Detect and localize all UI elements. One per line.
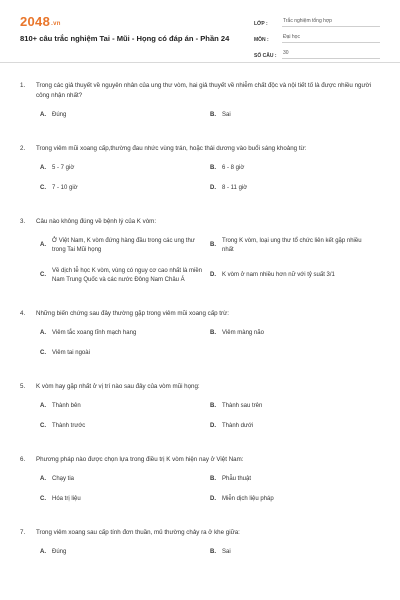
- meta-label: SỐ CÂU :: [254, 53, 277, 59]
- option-text: Hóa trị liệu: [52, 496, 81, 502]
- answer-option[interactable]: [40, 267, 210, 286]
- answer-option[interactable]: [210, 164, 380, 174]
- option-letter: C.: [40, 423, 46, 429]
- option-letter: A.: [40, 475, 46, 482]
- option-text: Ở Việt Nam, K vòm đứng hàng đầu trong các ung thư trong Tai Mũi họng: [52, 237, 195, 253]
- option-text: Viêm tắc xoang tĩnh mạch hang: [52, 329, 137, 336]
- question-body: Phương pháp nào được chọn lựa trong điều trị K vòm hiện nay ở Việt Nam:: [36, 455, 244, 463]
- answer-option[interactable]: [40, 349, 210, 359]
- question-item: [20, 455, 380, 516]
- answer-option[interactable]: [40, 548, 210, 558]
- answer-options: [20, 329, 380, 370]
- option-text: Về dịch tễ học K vòm, vùng có nguy cơ cao nhất là miền Nam Trung Quốc và các nước Đông Nam Châu Á: [52, 267, 203, 283]
- question-text: [20, 144, 380, 154]
- option-letter: A.: [40, 329, 46, 336]
- question-number: 5.: [20, 382, 26, 390]
- answer-option[interactable]: [40, 111, 210, 121]
- answer-option[interactable]: [210, 111, 380, 121]
- option-letter: D.: [210, 423, 216, 429]
- answer-option[interactable]: [210, 495, 380, 505]
- option-letter: B.: [210, 548, 216, 555]
- question-text: [20, 528, 380, 538]
- answer-options: [20, 164, 380, 205]
- option-text: 6 - 8 giờ: [222, 164, 245, 171]
- question-item: [20, 309, 380, 370]
- question-number: 3.: [20, 217, 26, 225]
- question-item: [20, 528, 380, 569]
- option-letter: A.: [40, 548, 46, 555]
- option-letter: A.: [40, 164, 46, 171]
- document-title: 810+ câu trắc nghiệm Tai - Mũi - Họng có đáp án - Phần 24: [20, 34, 230, 43]
- option-text: Sai: [222, 548, 231, 555]
- option-text: Thành bên: [52, 402, 81, 409]
- question-text: [20, 81, 380, 101]
- question-body: K vòm hay gặp nhất ở vị trí nào sau đây của vòm mũi họng:: [36, 382, 200, 390]
- answer-option[interactable]: [40, 495, 210, 505]
- option-letter: B.: [210, 112, 216, 118]
- question-body: Trong viêm xoang sau cấp tính đơn thuần, mủ thường chảy ra ở khe giữa:: [36, 528, 240, 536]
- answer-option[interactable]: [40, 329, 210, 339]
- question-text: [20, 217, 380, 227]
- answer-options: [20, 237, 380, 297]
- option-letter: D.: [210, 185, 216, 191]
- option-letter: D.: [210, 272, 216, 279]
- answer-options: [20, 475, 380, 516]
- question-list: [0, 63, 400, 568]
- option-letter: A.: [40, 112, 46, 118]
- question-number: 1.: [20, 82, 26, 89]
- answer-option[interactable]: [40, 422, 210, 432]
- option-letter: B.: [210, 164, 216, 171]
- option-letter: B.: [210, 242, 216, 249]
- answer-options: [20, 548, 380, 569]
- question-number: 4.: [20, 309, 26, 317]
- option-letter: B.: [210, 329, 216, 336]
- option-text: Thành dưới: [222, 423, 254, 429]
- answer-option[interactable]: [40, 164, 210, 174]
- question-text: [20, 309, 380, 319]
- question-text: [20, 455, 380, 465]
- question-item: [20, 144, 380, 205]
- option-text: Miễn dịch liệu pháp: [222, 496, 274, 502]
- answer-options: [20, 402, 380, 443]
- option-letter: D.: [210, 496, 216, 502]
- option-text: Phẫu thuật: [222, 475, 252, 482]
- meta-label: MÔN :: [254, 37, 269, 43]
- meta-count-row: [254, 46, 380, 59]
- answer-option[interactable]: [210, 267, 380, 286]
- answer-option[interactable]: [40, 237, 210, 256]
- option-text: 8 - 11 giờ: [222, 185, 248, 191]
- meta-class-row: [254, 14, 380, 27]
- answer-option[interactable]: [210, 422, 380, 432]
- option-text: Thành sau trên: [222, 402, 263, 409]
- answer-options: [20, 111, 380, 132]
- meta-value: 30: [282, 50, 380, 59]
- question-number: 7.: [20, 528, 26, 536]
- meta-subject-row: [254, 30, 380, 43]
- option-letter: C.: [40, 272, 46, 279]
- option-letter: B.: [210, 475, 216, 482]
- answer-option[interactable]: [40, 184, 210, 194]
- answer-option[interactable]: [210, 237, 380, 256]
- option-text: Đúng: [52, 548, 67, 555]
- question-number: 6.: [20, 455, 26, 463]
- option-text: Viêm màng não: [222, 329, 264, 336]
- answer-option[interactable]: [40, 402, 210, 412]
- question-item: [20, 81, 380, 132]
- option-text: Sai: [222, 112, 231, 118]
- option-text: Viêm tai ngoài: [52, 350, 90, 356]
- option-text: Chạy tia: [52, 475, 75, 482]
- option-letter: A.: [40, 402, 46, 409]
- answer-option[interactable]: [210, 329, 380, 339]
- question-body: Những biến chứng sau đây thường gặp trong viêm mũi xoang cấp trừ:: [36, 309, 229, 317]
- question-body: Trong các giả thuyết về nguyên nhân của ung thư vòm, hai giả thuyết về nhiễm chất độc và nội tiết tố là được nhiều người công nhận nhất?: [36, 82, 372, 99]
- answer-option[interactable]: [210, 184, 380, 194]
- question-number: 2.: [20, 144, 26, 152]
- meta-value: Trắc nghiệm tổng hợp: [282, 18, 380, 27]
- option-letter: A.: [40, 242, 46, 249]
- option-letter: C.: [40, 496, 46, 502]
- answer-option[interactable]: [210, 475, 380, 485]
- option-text: Đúng: [52, 112, 67, 118]
- meta-value: Đại học: [282, 34, 380, 43]
- answer-option[interactable]: [40, 475, 210, 485]
- option-text: K vòm ở nam nhiều hơn nữ với tỷ suất 3/1: [222, 272, 335, 279]
- meta-info: [254, 14, 380, 62]
- site-logo[interactable]: 2048.vn: [20, 14, 61, 29]
- meta-label: LỚP :: [254, 21, 268, 27]
- question-body: Trong viêm mũi xoang cấp,thường đau nhức vùng trán, hoặc thái dương vào buổi sáng khoảng từ:: [36, 144, 307, 152]
- question-body: Câu nào không đúng về bệnh lý của K vòm:: [36, 217, 157, 225]
- question-item: [20, 382, 380, 443]
- option-text: 5 - 7 giờ: [52, 164, 75, 171]
- header: [0, 0, 400, 63]
- option-text: 7 - 10 giờ: [52, 185, 78, 191]
- option-letter: C.: [40, 350, 46, 356]
- option-letter: C.: [40, 185, 46, 191]
- question-item: [20, 217, 380, 297]
- option-letter: B.: [210, 402, 216, 409]
- answer-option[interactable]: [210, 548, 380, 558]
- option-text: Trong K vòm, loại ung thư tổ chức liên kết gặp nhiều nhất: [222, 237, 362, 253]
- question-text: [20, 382, 380, 392]
- option-text: Thành trước: [52, 423, 86, 429]
- answer-option[interactable]: [210, 402, 380, 412]
